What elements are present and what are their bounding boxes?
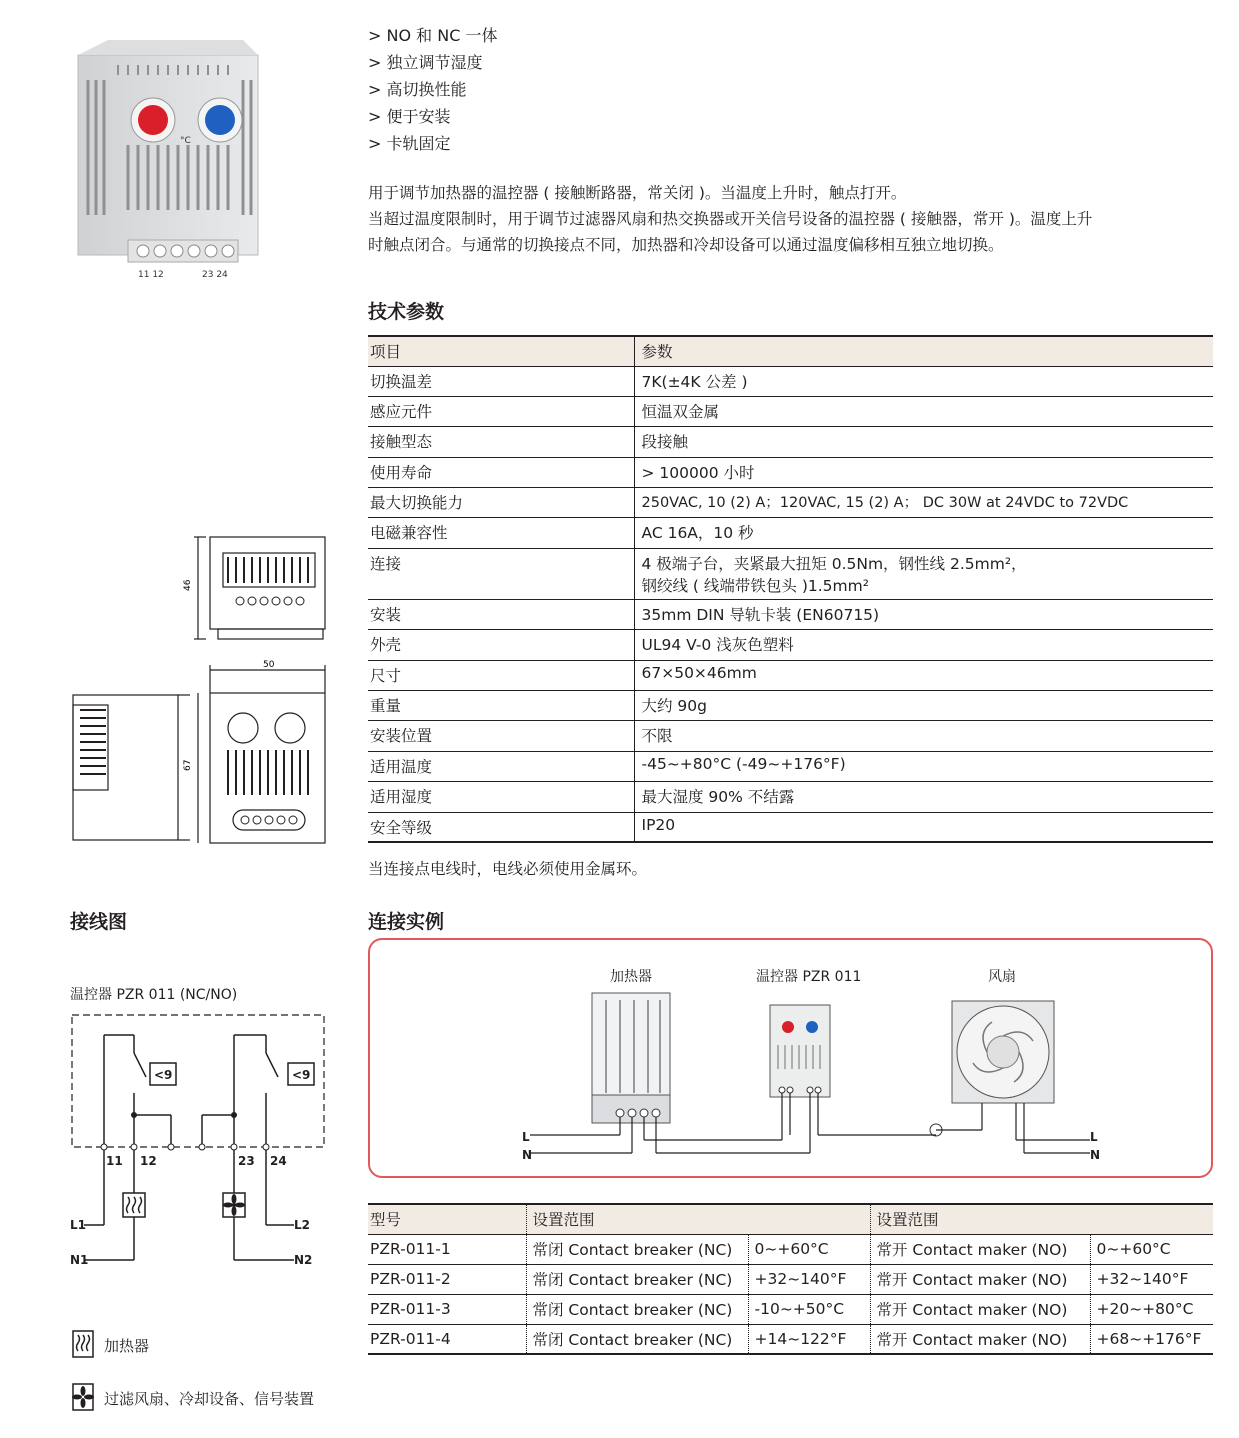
model-cell: PZR-011-1 — [368, 1234, 526, 1264]
terminal-11: 11 — [106, 1154, 123, 1168]
feature-item: > NO 和 NC 一体 — [368, 26, 498, 45]
spec-value: 7K(±4K 公差 ) — [634, 366, 1213, 396]
spec-key: 安全等级 — [368, 812, 634, 842]
spec-header-item: 项目 — [368, 336, 634, 366]
spec-key: 外壳 — [368, 630, 634, 660]
model-cell: 常开 Contact maker (NO) — [870, 1234, 1090, 1264]
heater-symbol-icon — [127, 1197, 142, 1213]
spec-value: 35mm DIN 导轨卡装 (EN60715) — [634, 599, 1213, 629]
spec-value: -45~+80°C (-49~+176°F) — [634, 751, 1213, 781]
note: 当连接点电线时，电线必须使用金属环。 — [368, 860, 648, 878]
dial-symbol: <9 — [292, 1068, 311, 1082]
spec-key: 适用温度 — [368, 751, 634, 781]
unit-label: °C — [180, 136, 191, 146]
spec-row — [368, 488, 1213, 518]
spec-key: 连接 — [368, 548, 634, 599]
dimension-drawing — [68, 525, 338, 850]
fan-symbol-icon — [223, 1194, 245, 1216]
spec-row — [368, 691, 1213, 721]
legend-heater: 加热器 — [104, 1337, 150, 1355]
spec-table — [368, 335, 1213, 843]
description-line: 用于调节加热器的温控器 ( 接触断路器，常关闭 )。当温度上升时，触点打开。 — [368, 184, 907, 202]
model-cell: PZR-011-3 — [368, 1294, 526, 1324]
spec-key: 重量 — [368, 691, 634, 721]
wire-n-right: N — [1090, 1148, 1101, 1162]
spec-row — [368, 660, 1213, 690]
example-thermostat-label: 温控器 PZR 011 — [756, 969, 862, 985]
label-l2: L2 — [294, 1218, 310, 1232]
red-dial — [138, 105, 168, 135]
terminal-label-b: 23 24 — [202, 270, 228, 280]
model-cell: 常闭 Contact breaker (NC) — [526, 1264, 748, 1294]
feature-item: > 卡轨固定 — [368, 134, 451, 153]
model-cell: 常开 Contact maker (NO) — [870, 1294, 1090, 1324]
model-cell: +32~140°F — [1090, 1264, 1213, 1294]
spec-key: 适用湿度 — [368, 782, 634, 812]
wiring-title: 接线图 — [70, 911, 128, 933]
spec-value-line: 钢绞线 ( 线端带铁包头 )1.5mm² — [641, 576, 869, 595]
model-cell: +20~+80°C — [1090, 1294, 1213, 1324]
legend-fan: 过滤风扇、冷却设备、信号装置 — [104, 1390, 315, 1408]
spec-value: 大约 90g — [634, 691, 1213, 721]
spec-key: 安装位置 — [368, 721, 634, 751]
spec-row — [368, 782, 1213, 812]
wiring-subtitle: 温控器 PZR 011 (NC/NO) — [70, 987, 238, 1003]
spec-row — [368, 457, 1213, 487]
spec-value: UL94 V-0 浅灰色塑料 — [634, 630, 1213, 660]
model-cell: 常闭 Contact breaker (NC) — [526, 1324, 748, 1354]
spec-header-value: 参数 — [634, 336, 1213, 366]
model-header-range-no: 设置范围 — [870, 1204, 1213, 1234]
model-cell: 0~+60°C — [1090, 1234, 1213, 1264]
model-header-range-nc: 设置范围 — [526, 1204, 870, 1234]
spec-key: 使用寿命 — [368, 457, 634, 487]
model-cell: +68~+176°F — [1090, 1324, 1213, 1354]
model-cell: +32~140°F — [748, 1264, 870, 1294]
wiring-diagram — [66, 1005, 336, 1285]
spec-value: 最大湿度 90% 不结露 — [634, 782, 1213, 812]
spec-value: 不限 — [634, 721, 1213, 751]
connection-example-diagram — [370, 985, 1210, 1175]
spec-key: 接触型态 — [368, 427, 634, 457]
spec-value-line: 4 极端子台，夹紧最大扭矩 0.5Nm，钢性线 2.5mm²， — [641, 554, 1027, 573]
model-cell: +14~122°F — [748, 1324, 870, 1354]
spec-row — [368, 812, 1213, 842]
blue-dial — [205, 105, 235, 135]
wire-n-left: N — [522, 1148, 533, 1162]
model-cell: 0~+60°C — [748, 1234, 870, 1264]
dim-50: 50 — [263, 660, 275, 670]
model-cell: 常开 Contact maker (NO) — [870, 1264, 1090, 1294]
spec-value — [634, 548, 1213, 599]
example-heater-label: 加热器 — [610, 969, 652, 985]
dial-symbol: <9 — [154, 1068, 173, 1082]
fan-icon — [72, 1383, 94, 1411]
label-n1: N1 — [70, 1253, 89, 1267]
model-cell: 常开 Contact maker (NO) — [870, 1324, 1090, 1354]
spec-key: 感应元件 — [368, 396, 634, 426]
model-cell: -10~+50°C — [748, 1294, 870, 1324]
spec-row — [368, 630, 1213, 660]
spec-value: IP20 — [634, 812, 1213, 842]
wire-l-right: L — [1090, 1130, 1098, 1144]
spec-row — [368, 518, 1213, 548]
spec-value: 250VAC, 10 (2) A；120VAC, 15 (2) A； DC 30W at 24VDC to 72VDC — [634, 488, 1213, 518]
spec-key: 最大切换能力 — [368, 488, 634, 518]
label-n2: N2 — [294, 1253, 313, 1267]
model-row — [368, 1324, 1213, 1354]
spec-value: AC 16A，10 秒 — [634, 518, 1213, 548]
description-line: 当超过温度限制时，用于调节过滤器风扇和热交换器或开关信号设备的温控器 ( 接触器，常开 )。温度上升 — [368, 210, 1093, 228]
feature-item: > 高切换性能 — [368, 80, 467, 99]
spec-row — [368, 427, 1213, 457]
heater-icon — [72, 1330, 94, 1358]
spec-row — [368, 396, 1213, 426]
model-cell: PZR-011-2 — [368, 1264, 526, 1294]
spec-value: > 100000 小时 — [634, 457, 1213, 487]
model-header-model: 型号 — [368, 1204, 526, 1234]
dim-67: 67 — [183, 759, 193, 771]
feature-list — [368, 22, 497, 157]
spec-row — [368, 751, 1213, 781]
model-cell: 常闭 Contact breaker (NC) — [526, 1294, 748, 1324]
spec-title: 技术参数 — [368, 301, 445, 323]
example-fan-label: 风扇 — [988, 969, 1016, 985]
terminal-12: 12 — [140, 1154, 157, 1168]
spec-value: 段接触 — [634, 427, 1213, 457]
model-row — [368, 1294, 1213, 1324]
example-title: 连接实例 — [368, 911, 445, 933]
terminal-24: 24 — [270, 1154, 287, 1168]
spec-row — [368, 599, 1213, 629]
spec-value: 67×50×46mm — [634, 660, 1213, 690]
spec-row — [368, 548, 1213, 599]
label-l1: L1 — [70, 1218, 86, 1232]
terminal-23: 23 — [238, 1154, 255, 1168]
product-photo — [68, 35, 268, 287]
spec-key: 尺寸 — [368, 660, 634, 690]
spec-key: 安装 — [368, 599, 634, 629]
model-cell: PZR-011-4 — [368, 1324, 526, 1354]
terminal-label-a: 11 12 — [138, 270, 164, 280]
spec-value: 恒温双金属 — [634, 396, 1213, 426]
model-cell: 常闭 Contact breaker (NC) — [526, 1234, 748, 1264]
model-row — [368, 1264, 1213, 1294]
spec-row — [368, 721, 1213, 751]
spec-key: 切换温差 — [368, 366, 634, 396]
model-row — [368, 1234, 1213, 1264]
spec-row — [368, 366, 1213, 396]
dim-46: 46 — [183, 579, 193, 591]
model-table — [368, 1203, 1213, 1355]
spec-key: 电磁兼容性 — [368, 518, 634, 548]
feature-item: > 独立调节湿度 — [368, 53, 483, 72]
description-line: 时触点闭合。与通常的切换接点不同，加热器和冷却设备可以通过温度偏移相互独立地切换。 — [368, 236, 1004, 254]
description — [368, 180, 1218, 258]
feature-item: > 便于安装 — [368, 107, 451, 126]
wire-l-left: L — [522, 1130, 530, 1144]
